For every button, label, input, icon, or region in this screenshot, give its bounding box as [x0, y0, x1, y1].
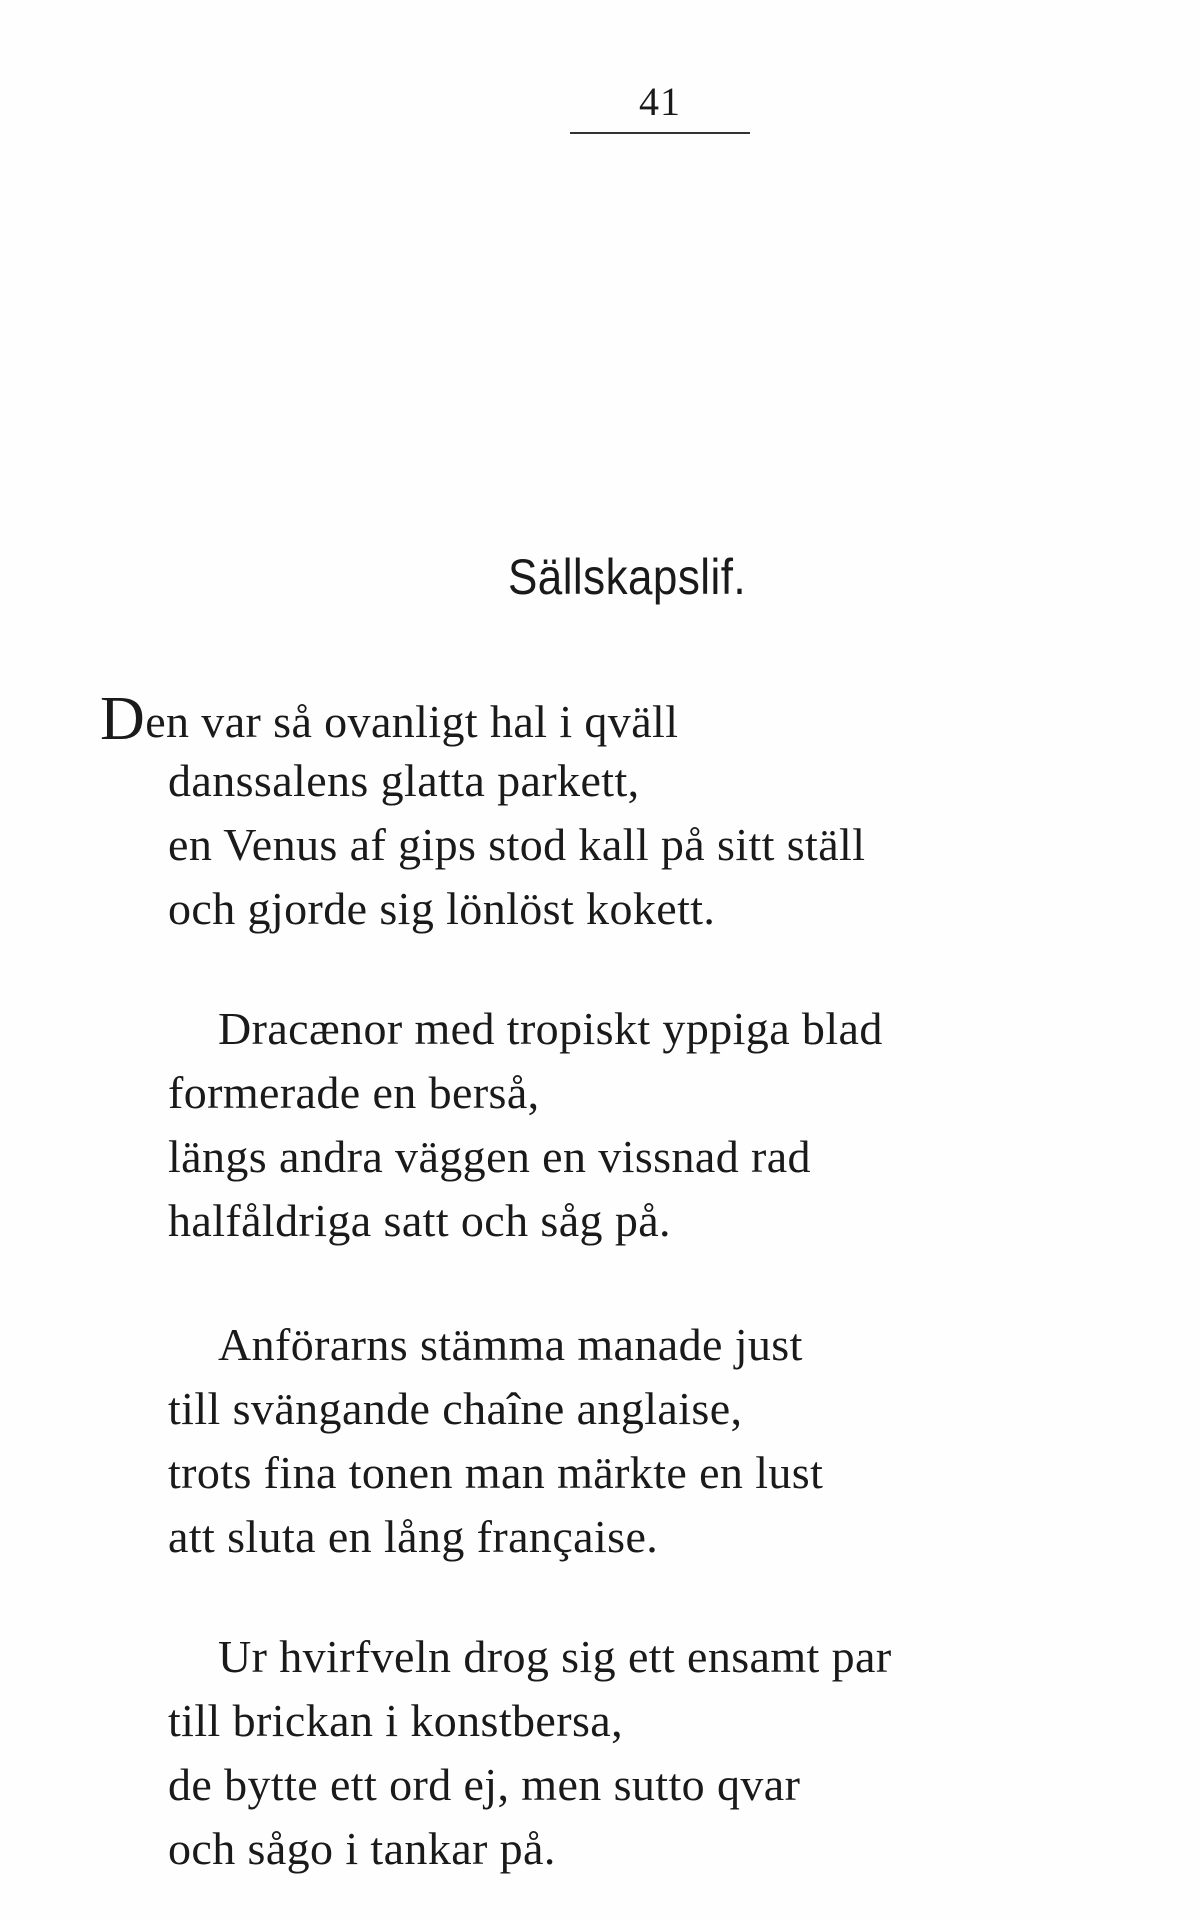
verse-line: och sågo i tankar på. — [168, 1823, 556, 1874]
verse-line: de bytte ett ord ej, men sutto qvar — [168, 1759, 801, 1810]
verse-line — [100, 685, 679, 753]
page-number: 41 — [639, 79, 681, 124]
verse-line: trots fina tonen man märkte en lust — [168, 1447, 824, 1498]
drop-cap: D — [100, 685, 146, 753]
verse-line: till brickan i konstbersa, — [168, 1695, 623, 1746]
verse-line: en Venus af gips stod kall på sitt ställ — [168, 819, 866, 870]
verse-line: och gjorde sig lönlöst kokett. — [168, 883, 716, 934]
verse-line: danssalens glatta parkett, — [168, 755, 640, 806]
verse-line: att sluta en lång française. — [168, 1511, 659, 1562]
verse-line: Ur hvirfveln drog sig ett ensamt par — [218, 1631, 892, 1682]
verse-text: en var så ovanligt hal i qväll — [145, 696, 679, 747]
verse-line: halfåldriga satt och såg på. — [168, 1195, 671, 1246]
verse-line: Dracænor med tropiskt yppiga blad — [218, 1003, 883, 1054]
page-number-rule — [570, 132, 750, 134]
verse-line: till svängande chaîne anglaise, — [168, 1383, 743, 1434]
verse-line: längs andra väggen en vissnad rad — [168, 1131, 811, 1182]
verse-line: Anförarns stämma manade just — [218, 1319, 803, 1370]
poem-title: Sällskapslif. — [508, 549, 747, 605]
verse-line: formerade en berså, — [168, 1067, 540, 1118]
